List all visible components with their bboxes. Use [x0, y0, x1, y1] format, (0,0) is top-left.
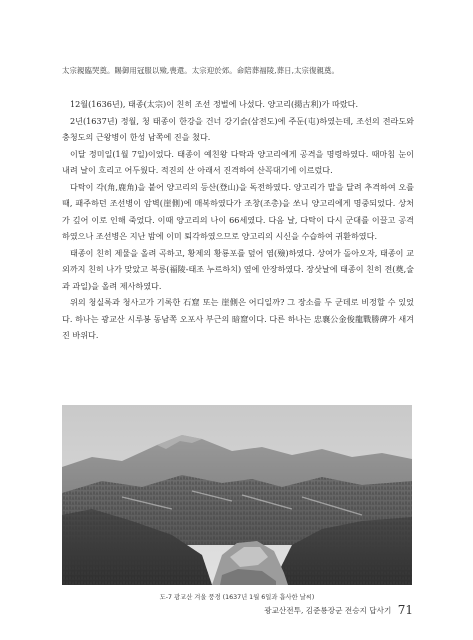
paragraph: 다탁이 각(角,鹿角)을 붙어 양고리의 등산(登山)을 독전하였다. 양고리가 말을 달려 추격하여 오를 때, 패주하던 조선병이 암벽(崖側)에 매복하였다가 조창(조총)을 쏘니 양고리에게 명중되었다. 상처가 깊어 이로 인해 죽었다. 이때 양고리의 나이 66세였다. 다음 날, 다탁이 다시 군대를 이끌고 공격하였으나 조선병은 지난 밤에 이미 퇴각하였으므로 양고리의 시신을 수습하여 귀환하였다.	[62, 181, 414, 241]
paragraph: 2년(1637년) 정월, 청 태종이 한강을 건너 강기슭(삼전도)에 주둔(屯)하였는데, 조선의 전라도와 충청도의 근왕병이 한성 남쪽에 진을 쳤다.	[62, 115, 414, 142]
paragraph: 12월(1636년), 태종(太宗)이 친히 조선 정벌에 나섰다. 양고리(揚古利)가 따랐다.	[70, 99, 359, 109]
page-footer	[264, 603, 413, 617]
paragraph: 위의 청실록과 청사고가 기록한 石窟 또는 崖側은 어디일까? 그 장소를 두 군데로 비정할 수 있었다. 하나는 광교산 시루봉 동남쪽 오포사 부근의 暗窟이다. 다른 하나는 忠襄公金俊龍戰勝碑가 새겨진 바위다.	[62, 297, 414, 340]
page-number: 71	[397, 603, 413, 617]
paragraph: 태종이 친히 제물을 올려 곡하고, 황제의 황룡포를 덮어 염(殮)하였다. 상여가 돌아오자, 태종이 교외까지 친히 나가 맞았고 복릉(福陵-태조 누르하치) 옆에 안장하였다. 장삿날에 태종이 친히 전(奠,술과 과일)을 올려 제사하였다.	[62, 247, 414, 291]
running-title: 광교산전투, 김준룡장군 전승지 답사기	[264, 606, 392, 615]
classical-chinese-quote: 太宗親臨哭奠。賜御用冠服以殮,喪還。太宗迎於郊。命陪葬福陵,葬日,太宗復親奠。	[62, 66, 340, 75]
mountain-photo	[62, 405, 412, 585]
paragraph: 이달 정미일(1월 7일)이었다. 태종이 예친왕 다탁과 양고리에게 공격을 명령하였다. 때마침 눈이 내려 날이 흐리고 어두웠다. 적진의 산 아래서 진격하여 산꼭대기에 이르렀다.	[62, 148, 414, 175]
photo-caption: 도-7 광교산 겨울 풍경 (1637년 1월 6일과 흡사한 날씨)	[159, 594, 315, 601]
body-text	[62, 96, 414, 344]
